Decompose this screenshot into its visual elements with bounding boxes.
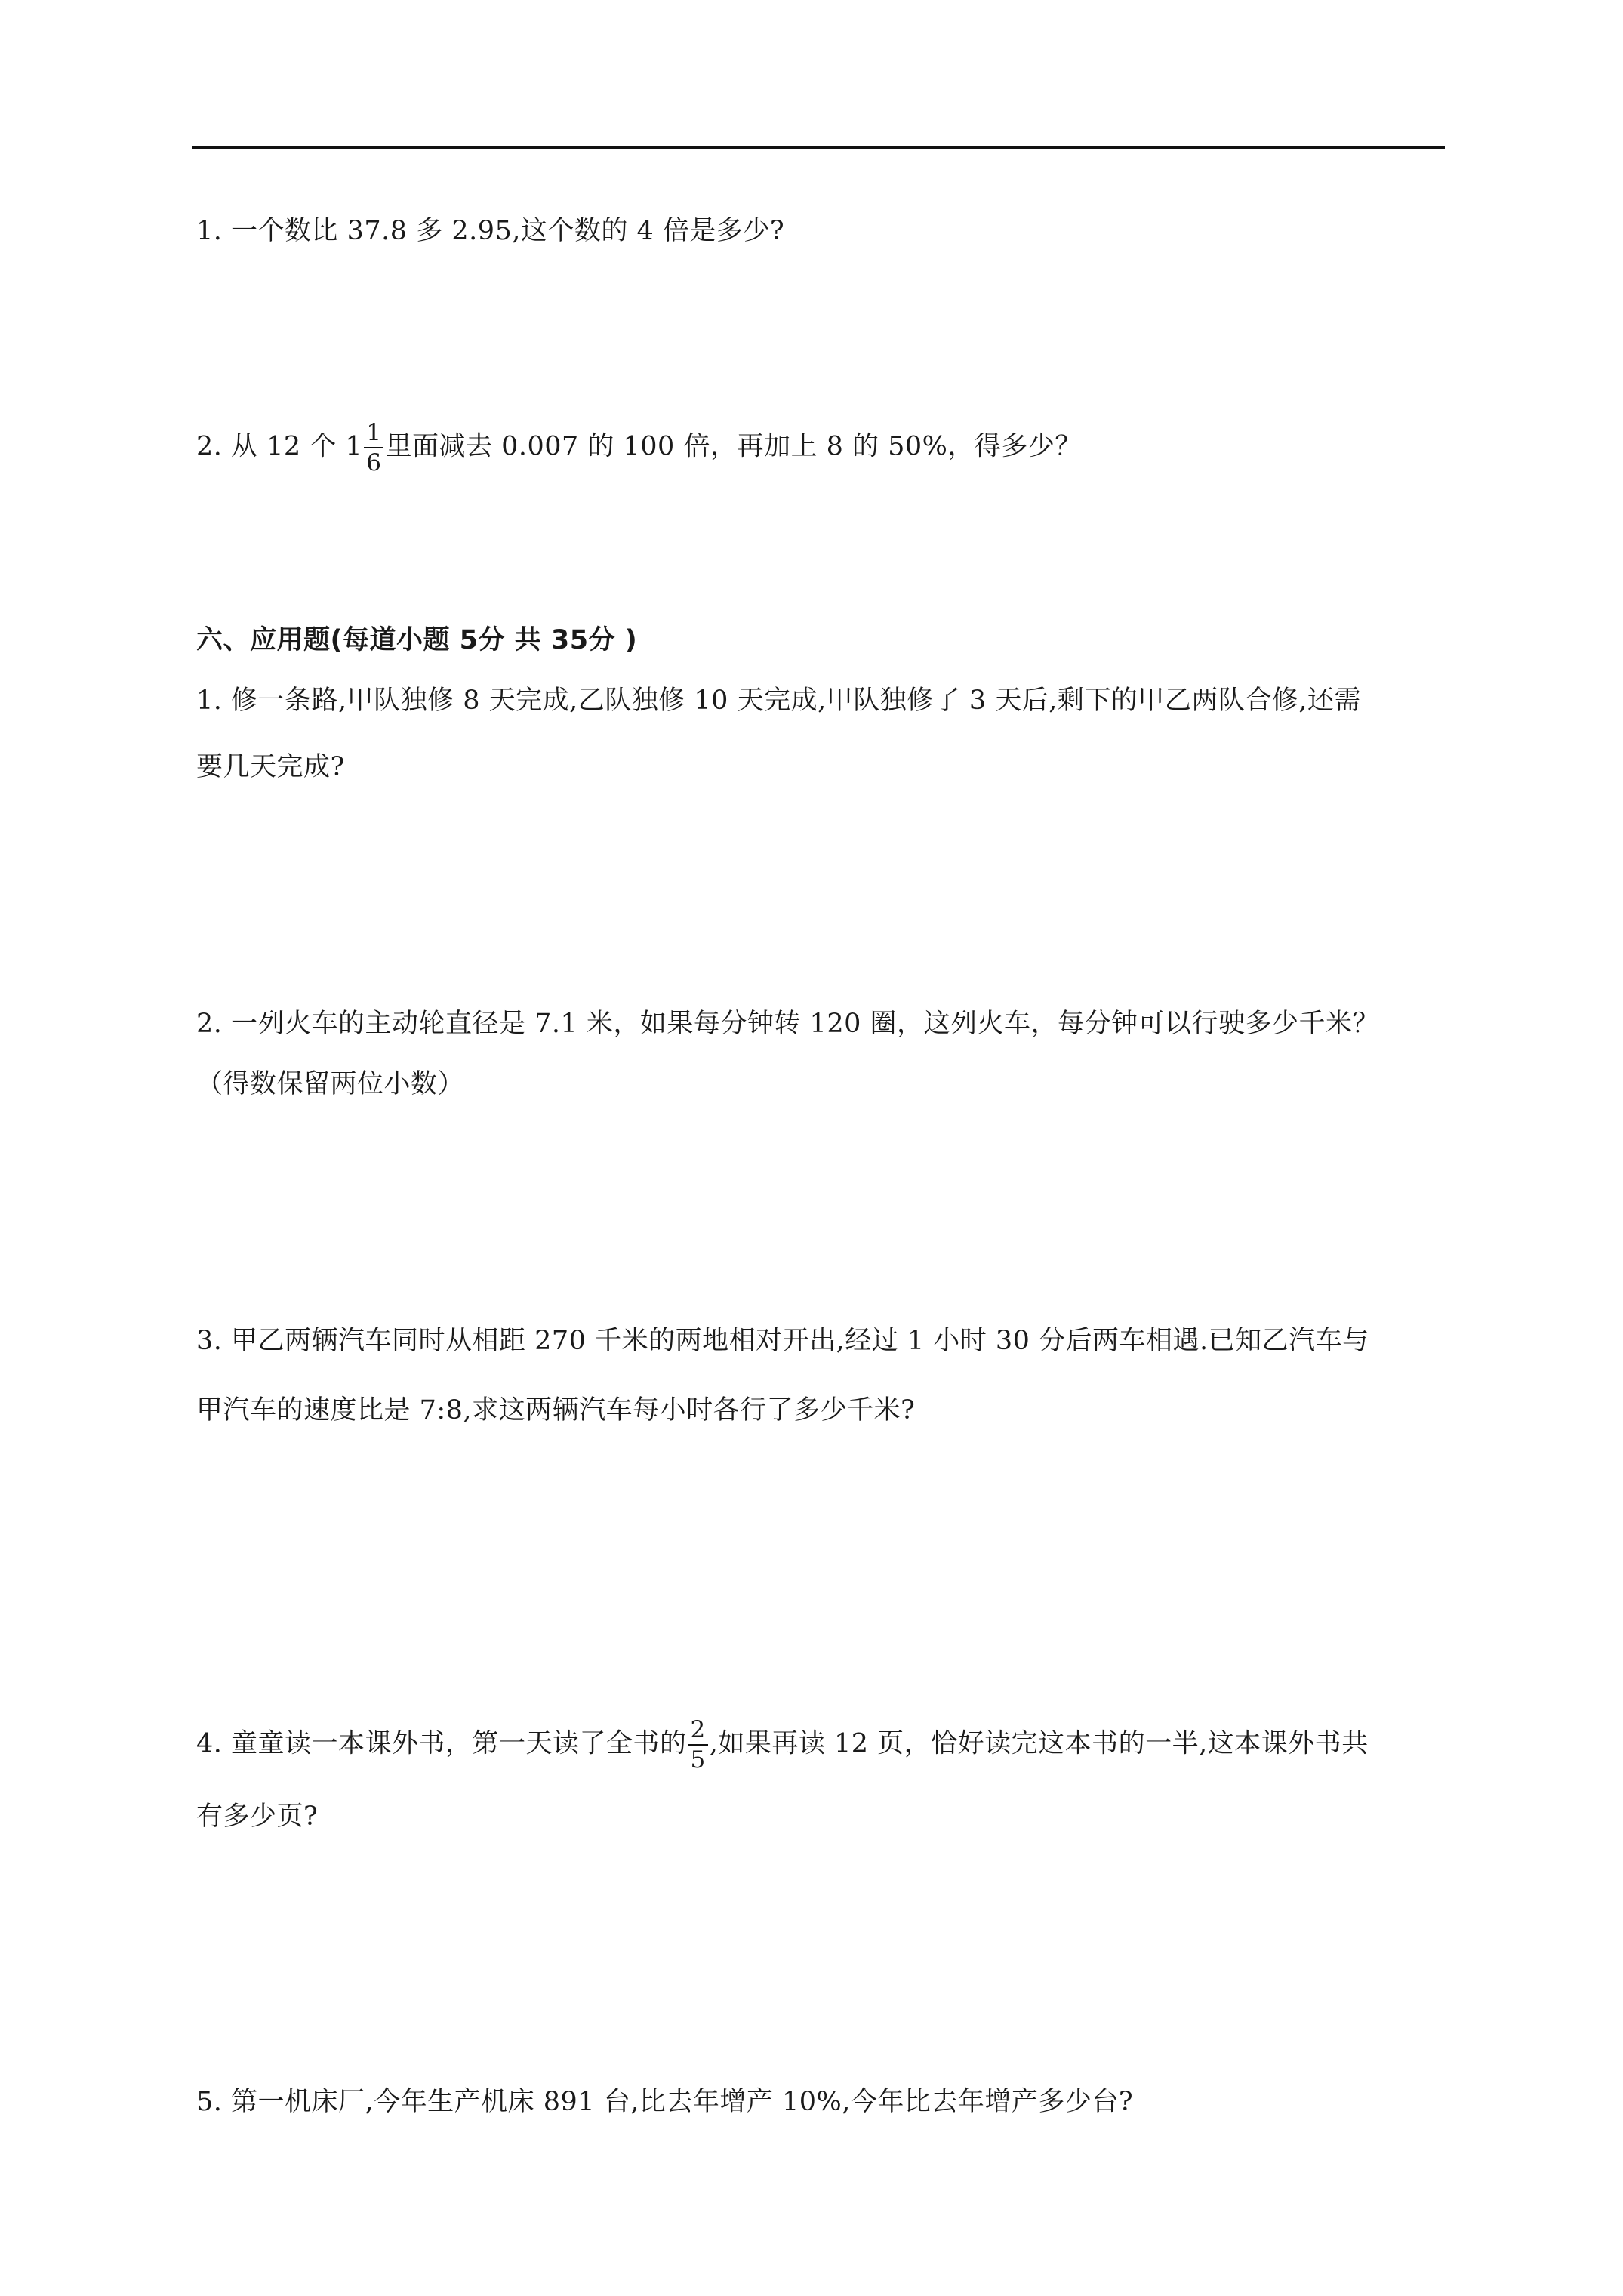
word-problem-2-line-2: （得数保留两位小数） (196, 1069, 465, 1099)
word-problem-3-line-2: 甲汽车的速度比是 7:8,求这两辆汽车每小时各行了多少千米? (196, 1395, 916, 1425)
word-problem-1-line-2: 要几天完成? (196, 752, 345, 782)
word-problem-4-line-1 (196, 1715, 1369, 1774)
fraction-denominator: 5 (690, 1746, 706, 1774)
calc-question-2 (196, 418, 1082, 477)
word-problem-4-tail: ,如果再读 12 页，恰好读完这本书的一半,这本课外书共 (709, 1728, 1369, 1759)
calc-question-1: 1. 一个数比 37.8 多 2.95,这个数的 4 倍是多少? (196, 216, 785, 246)
header-rule (192, 146, 1445, 149)
fraction-denominator: 6 (366, 449, 382, 476)
word-problem-3-line-1: 3. 甲乙两辆汽车同时从相距 270 千米的两地相对开出,经过 1 小时 30 分后两车相遇.已知乙汽车与 (196, 1326, 1369, 1356)
fraction-numerator: 2 (690, 1716, 706, 1743)
fraction-two-fifths (688, 1715, 708, 1774)
calc-question-2-tail: 里面减去 0.007 的 100 倍，再加上 8 的 50%，得多少？ (385, 431, 1082, 462)
word-problem-4-lead: 4. 童童读一本课外书，第一天读了全书的 (196, 1728, 687, 1759)
mixed-fraction-one-sixth (364, 418, 383, 477)
section-6-heading: 六、应用题(每道小题 5分 共 35分 ) (196, 625, 638, 655)
word-problem-2-line-1: 2. 一列火车的主动轮直径是 7.1 米，如果每分钟转 120 圈，这列火车，每分钟可以行驶多少千米？ (196, 1009, 1379, 1039)
fraction-numerator: 1 (366, 419, 382, 446)
word-problem-4-line-2: 有多少页? (196, 1801, 319, 1832)
word-problem-1-line-1: 1. 修一条路,甲队独修 8 天完成,乙队独修 10 天完成,甲队独修了 3 天后,剩下的甲乙两队合修,还需 (196, 686, 1361, 716)
calc-question-2-lead: 2. 从 12 个 1 (196, 431, 363, 462)
word-problem-5: 5. 第一机床厂,今年生产机床 891 台,比去年增产 10%,今年比去年增产多少台? (196, 2087, 1134, 2117)
